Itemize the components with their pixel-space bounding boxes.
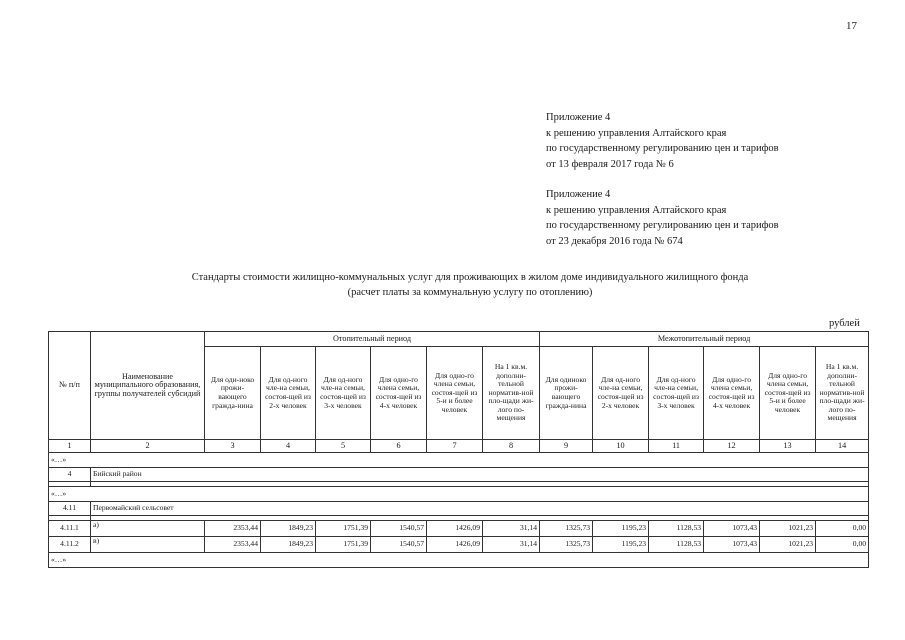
ellipsis-marker: «…» [49,487,869,502]
interheating-period-header: Межотопительный период [540,332,869,347]
table-cell: 1540,57 [371,537,427,553]
column-numbers-row [49,440,869,453]
table-cell: 1128,53 [649,537,704,553]
column-header: На 1 кв.м. дополни-тельной норматив-ной пло-щади жи-лого по-мещения [483,347,540,440]
column-header: На 1 кв.м. дополни-тельной норматив-ной пло-щади жи-лого по-мещения [816,347,869,440]
column-header: Для одно-го члена семьи, состоя-щей из 4-х человек [704,347,760,440]
table-cell: 1021,23 [760,537,816,553]
table-cell: 1426,09 [427,537,483,553]
table-cell: 1195,23 [593,521,649,537]
table-cell: 1073,43 [704,537,760,553]
table-cell: 1128,53 [649,521,704,537]
column-number: 4 [261,440,316,453]
annex-line: к решению управления Алтайского края [546,127,727,139]
table-cell: 1325,73 [540,521,593,537]
column-number: 12 [704,440,760,453]
page-number: 17 [846,20,857,32]
table-row [49,521,869,537]
annex-line: к решению управления Алтайского края [546,204,727,216]
column-header: Для оди-ноко прожи-вающего гражда-нина [205,347,261,440]
column-header-number: № п/п [49,332,91,440]
column-number: 1 [49,440,91,453]
header-row-periods [49,332,869,347]
table-cell: 2353,44 [205,537,261,553]
settlement-name: Первомайский сельсовет [91,502,869,516]
table-cell: 0,00 [816,537,869,553]
column-number: 14 [816,440,869,453]
row-code: 4.11.2 [49,537,91,553]
table-cell: 31,14 [483,521,540,537]
column-header-name: Наименование муниципального образования, группы получателей субсидий [91,332,205,440]
table-cell: 1751,39 [316,521,371,537]
row-code: 4.11.1 [49,521,91,537]
standards-table [48,331,869,568]
settlement-code: 4.11 [49,502,91,516]
ellipsis-marker: «…» [49,453,869,468]
column-header: Для од-ного чле-на семьи, состоя-щей из 3-х человек [649,347,704,440]
column-header: Для одиноко прожи-вающего гражда-нина [540,347,593,440]
row-group: а) [91,521,205,537]
column-header: Для одно-го члена семьи, состоя-щей из 5-и и более человек [427,347,483,440]
title-line-1: Стандарты стоимости жилищно-коммунальных услуг для проживающих в жилом доме индивидуального жилищного фонда [191,272,749,283]
ellipsis-row [49,453,869,468]
table-cell: 31,14 [483,537,540,553]
annex-line: по государственному регулированию цен и тарифов [546,143,779,154]
column-header: Для одно-го члена семьи, состоя-щей из 5-и и более человек [760,347,816,440]
column-header: Для од-ного чле-на семьи, состоя-щей из 3-х человек [316,347,371,440]
column-number: 2 [91,440,205,453]
table-cell: 1540,57 [371,521,427,537]
title-line-2: (расчет платы за коммунальную услугу по отоплению) [347,287,593,298]
annex-block-previous [546,187,779,249]
table-row [49,537,869,553]
table-cell: 1073,43 [704,521,760,537]
table-cell: 2353,44 [205,521,261,537]
row-group: в) [91,537,205,553]
document-title [60,270,880,300]
column-number: 7 [427,440,483,453]
ellipsis-row [49,553,869,568]
table-cell: 1751,39 [316,537,371,553]
column-number: 13 [760,440,816,453]
column-number: 5 [316,440,371,453]
heating-period-header: Отопительный период [205,332,540,347]
district-name: Бийский район [91,468,869,482]
table-cell: 1325,73 [540,537,593,553]
column-header: Для од-ного чле-на семьи, состоя-щей из 2-х человек [593,347,649,440]
annex-line: Приложение 4 [546,112,611,123]
annex-line: от 23 декабря 2016 года № 674 [546,235,683,247]
table-cell: 1849,23 [261,537,316,553]
annex-line: по государственному регулированию цен и тарифов [546,220,779,231]
column-number: 11 [649,440,704,453]
district-code: 4 [49,468,91,482]
table-cell: 1021,23 [760,521,816,537]
column-number: 10 [593,440,649,453]
annex-line: Приложение 4 [546,189,611,200]
district-row [49,468,869,482]
table-cell: 0,00 [816,521,869,537]
table-cell: 1426,09 [427,521,483,537]
annex-block-current [546,110,779,172]
table-cell: 1849,23 [261,521,316,537]
column-number: 6 [371,440,427,453]
column-number: 9 [540,440,593,453]
column-header: Для одно-го члена семьи, состоя-щей из 4-х человек [371,347,427,440]
ellipsis-marker: «…» [49,553,869,568]
unit-label: рублей [829,318,860,329]
settlement-row [49,502,869,516]
ellipsis-row [49,487,869,502]
column-number: 8 [483,440,540,453]
column-number: 3 [205,440,261,453]
table-cell: 1195,23 [593,537,649,553]
column-header: Для од-ного чле-на семьи, состоя-щей из 2-х человек [261,347,316,440]
annex-line: от 13 февраля 2017 года № 6 [546,158,674,170]
